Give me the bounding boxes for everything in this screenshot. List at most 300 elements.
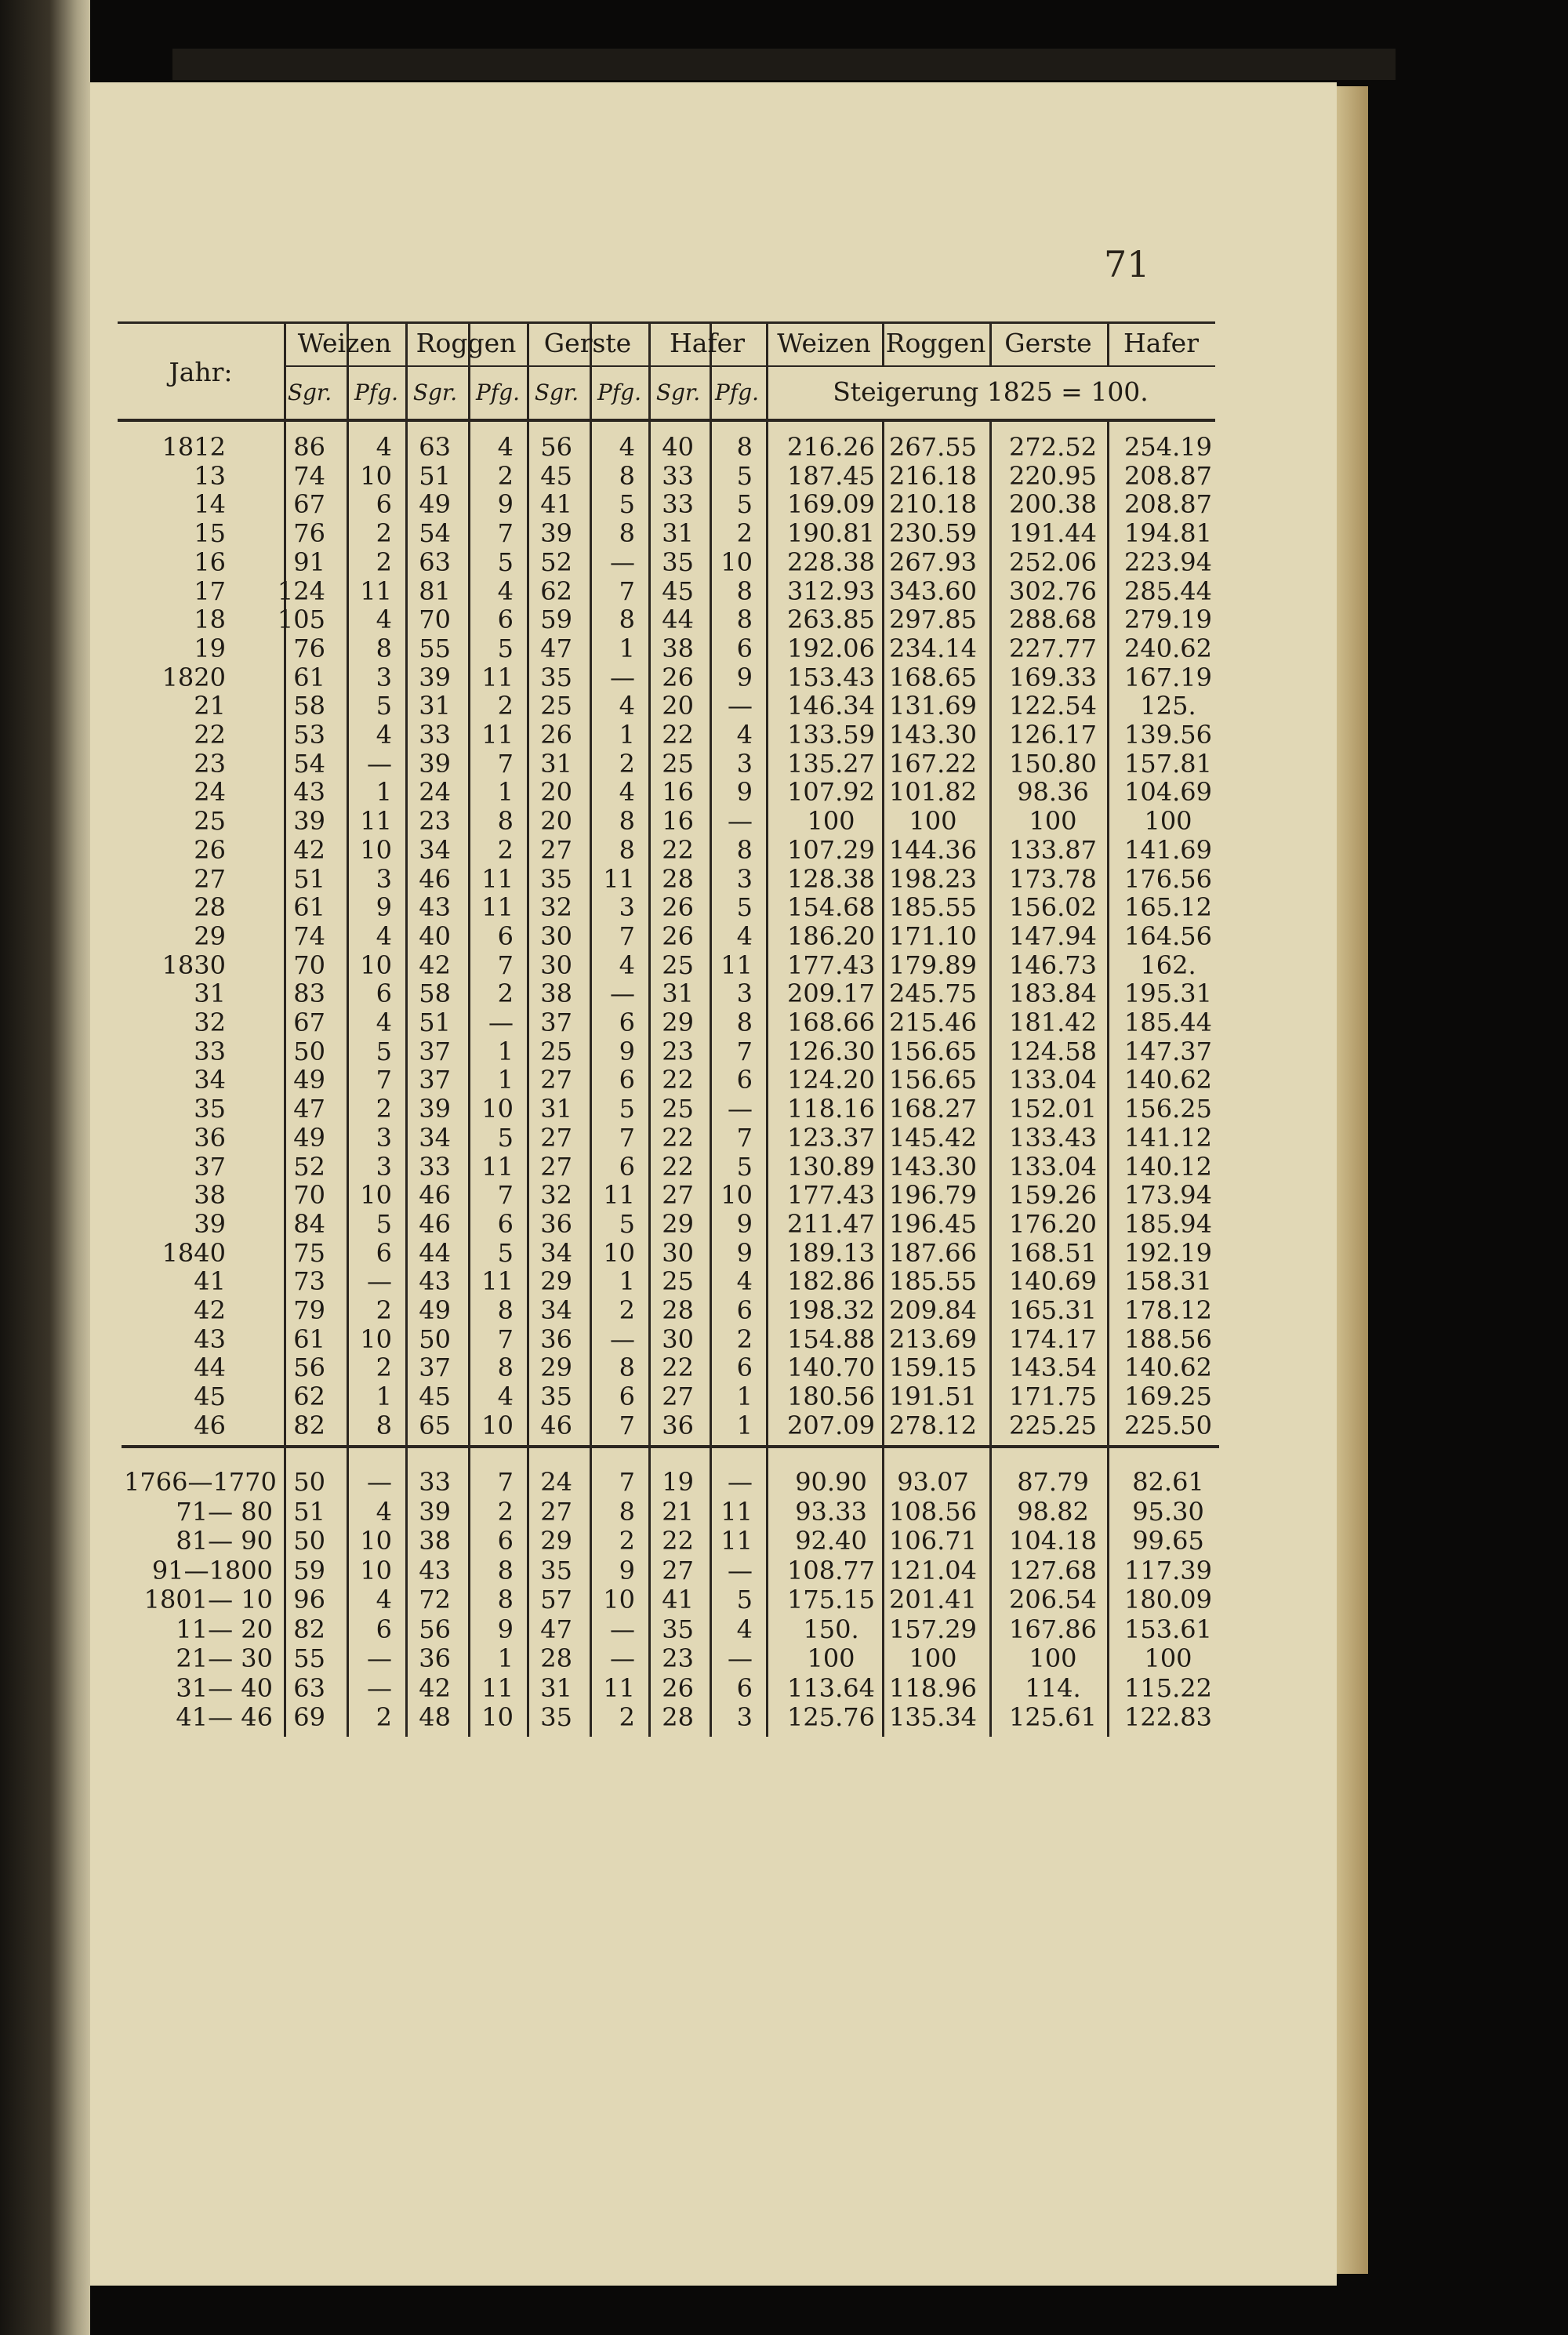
price-cell: 47 <box>540 1614 572 1644</box>
price-cell: 37 <box>419 1036 451 1066</box>
price-cell: 65 <box>419 1410 451 1440</box>
price-cell: 4 <box>736 720 753 750</box>
price-cell: 8 <box>619 834 635 865</box>
index-cell: 240.62 <box>1124 633 1212 663</box>
price-cell: 7 <box>619 1410 635 1440</box>
price-cell: 2 <box>376 1353 392 1383</box>
price-cell: 52 <box>540 547 572 577</box>
price-cell: 1 <box>376 1382 392 1412</box>
price-cell: 6 <box>619 1151 635 1182</box>
price-cell: 5 <box>619 1208 635 1239</box>
price-cell: 81 <box>419 576 451 606</box>
price-cell: 4 <box>619 950 635 980</box>
index-cell: 140.62 <box>1124 1065 1212 1095</box>
price-cell: 31 <box>419 691 451 721</box>
index-cell: 176.20 <box>1009 1208 1097 1239</box>
book-spine <box>0 0 90 2335</box>
year-cell: 13 <box>194 460 226 491</box>
price-cell: 2 <box>619 1295 635 1325</box>
year-cell: 39 <box>194 1208 226 1239</box>
index-cell: 185.44 <box>1124 1008 1212 1037</box>
price-cell: — <box>728 1555 753 1585</box>
price-cell: 1 <box>619 720 635 750</box>
price-cell: 27 <box>662 1555 694 1585</box>
price-cell: 58 <box>293 691 325 721</box>
price-cell: 2 <box>376 1295 392 1325</box>
index-cell: 168.66 <box>787 1008 875 1037</box>
price-cell: 10 <box>360 950 392 980</box>
index-cell: 159.26 <box>1009 1180 1097 1211</box>
price-cell: 39 <box>540 518 572 549</box>
price-cell: 75 <box>293 1237 325 1268</box>
index-cell: 167.19 <box>1124 662 1212 692</box>
index-cell: 154.88 <box>787 1324 875 1354</box>
year-cell: 11— 20 <box>176 1614 273 1644</box>
price-cell: 36 <box>540 1208 572 1239</box>
price-cell: 5 <box>619 489 635 520</box>
year-cell: 25 <box>194 806 226 837</box>
group-header: Hafer <box>1123 328 1199 358</box>
price-cell: 51 <box>419 1008 451 1037</box>
unit-header: Sgr. <box>287 379 332 405</box>
price-cell: 11 <box>481 892 514 923</box>
price-cell: 8 <box>736 432 753 462</box>
index-cell: 191.44 <box>1009 518 1097 549</box>
price-cell: 27 <box>540 1122 572 1153</box>
price-cell: 28 <box>662 863 694 894</box>
price-cell: 6 <box>376 1614 392 1644</box>
price-cell: 52 <box>293 1151 325 1182</box>
price-cell: 3 <box>376 863 392 894</box>
price-cell: 36 <box>540 1324 572 1354</box>
index-cell: 206.54 <box>1009 1585 1097 1614</box>
price-cell: 41 <box>540 489 572 520</box>
index-cell: 133.04 <box>1009 1065 1097 1095</box>
year-cell: 1820 <box>162 662 226 692</box>
price-cell: — <box>728 1467 753 1497</box>
index-cell: 208.87 <box>1124 489 1212 520</box>
index-cell: 169.25 <box>1124 1382 1212 1412</box>
price-cell: 35 <box>662 547 694 577</box>
index-cell: 165.31 <box>1009 1295 1097 1325</box>
index-cell: 191.51 <box>889 1382 977 1412</box>
year-cell: 1830 <box>162 950 226 980</box>
price-cell: 25 <box>662 950 694 980</box>
index-cell: 189.13 <box>787 1237 875 1268</box>
price-cell: 45 <box>540 460 572 491</box>
price-cell: 82 <box>293 1614 325 1644</box>
price-cell: 30 <box>662 1324 694 1354</box>
price-cell: 11 <box>720 1496 753 1527</box>
price-cell: 4 <box>619 432 635 462</box>
index-cell: 153.61 <box>1124 1614 1212 1644</box>
price-cell: 3 <box>736 1702 753 1732</box>
price-cell: 57 <box>540 1585 572 1614</box>
price-cell: 59 <box>293 1555 325 1585</box>
year-cell: 41 <box>194 1266 226 1297</box>
price-cell: 10 <box>360 1180 392 1211</box>
price-cell: 83 <box>293 979 325 1009</box>
price-cell: 45 <box>419 1382 451 1412</box>
price-cell: 7 <box>497 1180 514 1211</box>
index-cell: 156.65 <box>889 1036 977 1066</box>
index-cell: 169.09 <box>787 489 875 520</box>
price-cell: 31 <box>540 1094 572 1124</box>
price-cell: 9 <box>497 489 514 520</box>
index-cell: 90.90 <box>795 1467 867 1497</box>
price-cell: 11 <box>603 1180 635 1211</box>
price-cell: 45 <box>662 576 694 606</box>
price-cell: 8 <box>619 1496 635 1527</box>
index-cell: 171.10 <box>889 921 977 951</box>
index-cell: 143.30 <box>889 720 977 750</box>
price-cell: 34 <box>419 1122 451 1153</box>
price-cell: 62 <box>293 1382 325 1412</box>
index-cell: 140.70 <box>787 1353 875 1383</box>
price-cell: 76 <box>293 518 325 549</box>
price-cell: 4 <box>736 921 753 951</box>
price-cell: 3 <box>736 748 753 779</box>
price-cell: 70 <box>293 1180 325 1211</box>
price-cell: 3 <box>376 662 392 692</box>
price-cell: 6 <box>376 489 392 520</box>
index-cell: 128.38 <box>787 863 875 894</box>
index-cell: 192.19 <box>1124 1237 1212 1268</box>
price-cell: 10 <box>360 1526 392 1556</box>
index-cell: 254.19 <box>1124 432 1212 462</box>
index-cell: 99.65 <box>1132 1526 1204 1556</box>
price-cell: 11 <box>481 863 514 894</box>
jahr-header: Jahr: <box>169 357 233 387</box>
price-cell: 29 <box>662 1008 694 1037</box>
year-cell: 22 <box>194 720 226 750</box>
index-cell: 122.54 <box>1009 691 1097 721</box>
price-cell: 4 <box>376 720 392 750</box>
price-cell: 1 <box>376 777 392 808</box>
price-cell: 10 <box>360 834 392 865</box>
unit-header: Pfg. <box>475 379 521 405</box>
price-cell: 6 <box>497 921 514 951</box>
price-cell: 3 <box>376 1151 392 1182</box>
price-cell: 70 <box>419 605 451 635</box>
price-cell: 5 <box>376 1208 392 1239</box>
price-cell: 7 <box>619 576 635 606</box>
index-cell: 220.95 <box>1009 460 1097 491</box>
price-cell: 22 <box>662 1122 694 1153</box>
index-cell: 100 <box>1144 1643 1192 1673</box>
year-cell: 35 <box>194 1094 226 1124</box>
price-cell: 27 <box>540 1151 572 1182</box>
index-cell: 201.41 <box>889 1585 977 1614</box>
price-cell: 67 <box>293 489 325 520</box>
price-cell: 70 <box>293 950 325 980</box>
index-cell: 131.69 <box>889 691 977 721</box>
price-cell: 33 <box>662 489 694 520</box>
price-cell: 5 <box>497 633 514 663</box>
index-cell: 181.42 <box>1009 1008 1097 1037</box>
index-cell: 225.25 <box>1009 1410 1097 1440</box>
index-cell: 167.86 <box>1009 1614 1097 1644</box>
index-cell: 225.50 <box>1124 1410 1212 1440</box>
index-cell: 153.43 <box>787 662 875 692</box>
index-cell: 139.56 <box>1124 720 1212 750</box>
index-cell: 135.27 <box>787 748 875 779</box>
index-cell: 188.56 <box>1124 1324 1212 1354</box>
group-header: Roggen <box>885 328 986 358</box>
index-cell: 312.93 <box>787 576 875 606</box>
price-cell: — <box>610 979 635 1009</box>
price-cell: 3 <box>619 892 635 923</box>
index-cell: 93.33 <box>795 1496 867 1527</box>
price-cell: 2 <box>376 1702 392 1732</box>
index-cell: 165.12 <box>1124 892 1212 923</box>
index-cell: 196.79 <box>889 1180 977 1211</box>
unit-header: Pfg. <box>597 379 642 405</box>
index-cell: 140.69 <box>1009 1266 1097 1297</box>
price-cell: 25 <box>662 1266 694 1297</box>
price-cell: 8 <box>497 1353 514 1383</box>
price-cell: — <box>488 1008 514 1037</box>
price-cell: 79 <box>293 1295 325 1325</box>
price-cell: 35 <box>540 1382 572 1412</box>
group-header: Gerste <box>543 328 632 358</box>
price-cell: 4 <box>376 605 392 635</box>
price-cell: 20 <box>540 806 572 837</box>
column-rule <box>766 321 768 1737</box>
unit-header: Sgr. <box>412 379 458 405</box>
index-cell: 104.18 <box>1009 1526 1097 1556</box>
price-cell: 37 <box>419 1065 451 1095</box>
price-cell: 73 <box>293 1266 325 1297</box>
price-cell: 4 <box>376 1585 392 1614</box>
price-cell: 2 <box>376 1094 392 1124</box>
price-cell: — <box>367 748 392 779</box>
index-cell: 187.66 <box>889 1237 977 1268</box>
price-cell: 42 <box>293 834 325 865</box>
price-cell: 31 <box>662 979 694 1009</box>
price-cell: 29 <box>540 1266 572 1297</box>
price-cell: 25 <box>662 748 694 779</box>
index-cell: 118.96 <box>889 1672 977 1703</box>
price-cell: 23 <box>419 806 451 837</box>
price-cell: 2 <box>497 1496 514 1527</box>
price-cell: 8 <box>619 806 635 837</box>
price-cell: 11 <box>360 806 392 837</box>
index-cell: 211.47 <box>787 1208 875 1239</box>
price-cell: 33 <box>419 1467 451 1497</box>
price-cell: 25 <box>662 1094 694 1124</box>
price-cell: 4 <box>376 1496 392 1527</box>
header-top-rule <box>118 321 1215 324</box>
price-cell: 32 <box>540 892 572 923</box>
index-cell: 133.59 <box>787 720 875 750</box>
index-cell: 100 <box>1029 1643 1077 1673</box>
price-cell: 50 <box>293 1036 325 1066</box>
price-cell: 7 <box>497 950 514 980</box>
index-cell: 117.39 <box>1124 1555 1212 1585</box>
price-cell: 7 <box>497 1324 514 1354</box>
price-cell: 50 <box>293 1467 325 1497</box>
price-cell: 10 <box>720 547 753 577</box>
price-cell: 29 <box>662 1208 694 1239</box>
price-cell: 33 <box>662 460 694 491</box>
index-cell: 100 <box>807 806 855 837</box>
price-cell: — <box>728 1094 753 1124</box>
index-cell: 216.26 <box>787 432 875 462</box>
price-cell: 74 <box>293 460 325 491</box>
price-cell: 35 <box>540 1555 572 1585</box>
price-cell: 28 <box>662 1702 694 1732</box>
price-cell: 24 <box>540 1467 572 1497</box>
price-cell: 7 <box>497 1467 514 1497</box>
price-cell: 43 <box>419 892 451 923</box>
index-cell: 167.22 <box>889 748 977 779</box>
price-cell: — <box>367 1266 392 1297</box>
index-cell: 126.30 <box>787 1036 875 1066</box>
price-cell: 9 <box>497 1614 514 1644</box>
index-cell: 168.27 <box>889 1094 977 1124</box>
price-cell: 16 <box>662 777 694 808</box>
index-cell: 82.61 <box>1132 1467 1204 1497</box>
price-cell: 76 <box>293 633 325 663</box>
index-cell: 185.94 <box>1124 1208 1212 1239</box>
index-cell: 228.38 <box>787 547 875 577</box>
index-cell: 92.40 <box>795 1526 867 1556</box>
index-cell: 209.17 <box>787 979 875 1009</box>
price-cell: 11 <box>720 1526 753 1556</box>
price-cell: 4 <box>497 432 514 462</box>
index-cell: 108.77 <box>787 1555 875 1585</box>
price-cell: 34 <box>540 1295 572 1325</box>
year-cell: 19 <box>194 633 226 663</box>
price-cell: 33 <box>419 1151 451 1182</box>
index-cell: 93.07 <box>897 1467 969 1497</box>
price-cell: 29 <box>540 1526 572 1556</box>
index-cell: 209.84 <box>889 1295 977 1325</box>
price-cell: 2 <box>619 748 635 779</box>
index-cell: 114. <box>1025 1672 1081 1703</box>
index-cell: 141.69 <box>1124 834 1212 865</box>
price-cell: 9 <box>736 1208 753 1239</box>
price-cell: 43 <box>419 1555 451 1585</box>
price-cell: 35 <box>662 1614 694 1644</box>
price-cell: 5 <box>497 547 514 577</box>
price-cell: 28 <box>662 1295 694 1325</box>
price-cell: 4 <box>619 777 635 808</box>
index-cell: 279.19 <box>1124 605 1212 635</box>
index-cell: 288.68 <box>1009 605 1097 635</box>
price-cell: 39 <box>419 1496 451 1527</box>
price-cell: 51 <box>293 1496 325 1527</box>
price-cell: 9 <box>736 777 753 808</box>
index-cell: 173.78 <box>1009 863 1097 894</box>
price-cell: 5 <box>497 1122 514 1153</box>
price-cell: 36 <box>419 1643 451 1673</box>
index-cell: 267.93 <box>889 547 977 577</box>
price-cell: 86 <box>293 432 325 462</box>
year-cell: 1766—1770 <box>124 1467 277 1497</box>
year-cell: 71— 80 <box>176 1496 273 1527</box>
price-cell: 31 <box>662 518 694 549</box>
section-divider-rule <box>122 1445 1219 1448</box>
price-cell: 10 <box>360 460 392 491</box>
price-cell: 10 <box>360 1324 392 1354</box>
price-cell: 6 <box>497 605 514 635</box>
price-cell: 3 <box>376 1122 392 1153</box>
index-cell: 182.86 <box>787 1266 875 1297</box>
price-cell: 21 <box>662 1496 694 1527</box>
index-cell: 252.06 <box>1009 547 1097 577</box>
price-cell: 6 <box>619 1065 635 1095</box>
price-cell: 34 <box>540 1237 572 1268</box>
price-cell: 30 <box>540 921 572 951</box>
index-cell: 183.84 <box>1009 979 1097 1009</box>
price-cell: 1 <box>497 1065 514 1095</box>
price-cell: 61 <box>293 892 325 923</box>
index-cell: 140.12 <box>1124 1151 1212 1182</box>
index-cell: 285.44 <box>1124 576 1212 606</box>
year-cell: 29 <box>194 921 226 951</box>
price-cell: 1 <box>497 777 514 808</box>
price-cell: 38 <box>419 1526 451 1556</box>
index-cell: 124.58 <box>1009 1036 1097 1066</box>
price-cell: 2 <box>736 518 753 549</box>
index-cell: 187.45 <box>787 460 875 491</box>
price-cell: 25 <box>540 1036 572 1066</box>
price-cell: 22 <box>662 1353 694 1383</box>
group-header: Roggen <box>416 328 517 358</box>
price-cell: 37 <box>419 1353 451 1383</box>
year-cell: 21 <box>194 691 226 721</box>
price-cell: 11 <box>360 576 392 606</box>
price-cell: 56 <box>419 1614 451 1644</box>
price-cell: 42 <box>419 950 451 980</box>
year-cell: 15 <box>194 518 226 549</box>
price-cell: 6 <box>736 633 753 663</box>
index-cell: 87.79 <box>1017 1467 1089 1497</box>
index-cell: 164.56 <box>1124 921 1212 951</box>
price-cell: 8 <box>736 576 753 606</box>
price-cell: 50 <box>293 1526 325 1556</box>
price-cell: 8 <box>619 518 635 549</box>
index-cell: 125. <box>1140 691 1196 721</box>
index-cell: 227.77 <box>1009 633 1097 663</box>
year-cell: 18 <box>194 605 226 635</box>
price-cell: 5 <box>497 1237 514 1268</box>
index-cell: 133.87 <box>1009 834 1097 865</box>
price-cell: 2 <box>619 1526 635 1556</box>
price-cell: 33 <box>419 720 451 750</box>
price-cell: 36 <box>662 1410 694 1440</box>
index-cell: 123.37 <box>787 1122 875 1153</box>
year-cell: 44 <box>194 1353 226 1383</box>
price-cell: 56 <box>293 1353 325 1383</box>
price-cell: 27 <box>662 1180 694 1211</box>
price-cell: 11 <box>481 1672 514 1703</box>
index-cell: 146.34 <box>787 691 875 721</box>
price-cell: — <box>610 1614 635 1644</box>
index-cell: 157.81 <box>1124 748 1212 779</box>
price-cell: 8 <box>497 1585 514 1614</box>
price-cell: 22 <box>662 834 694 865</box>
price-cell: 82 <box>293 1410 325 1440</box>
index-cell: 200.38 <box>1009 489 1097 520</box>
index-cell: 176.56 <box>1124 863 1212 894</box>
price-cell: 96 <box>293 1585 325 1614</box>
price-cell: 53 <box>293 720 325 750</box>
year-cell: 14 <box>194 489 226 520</box>
index-cell: 194.81 <box>1124 518 1212 549</box>
